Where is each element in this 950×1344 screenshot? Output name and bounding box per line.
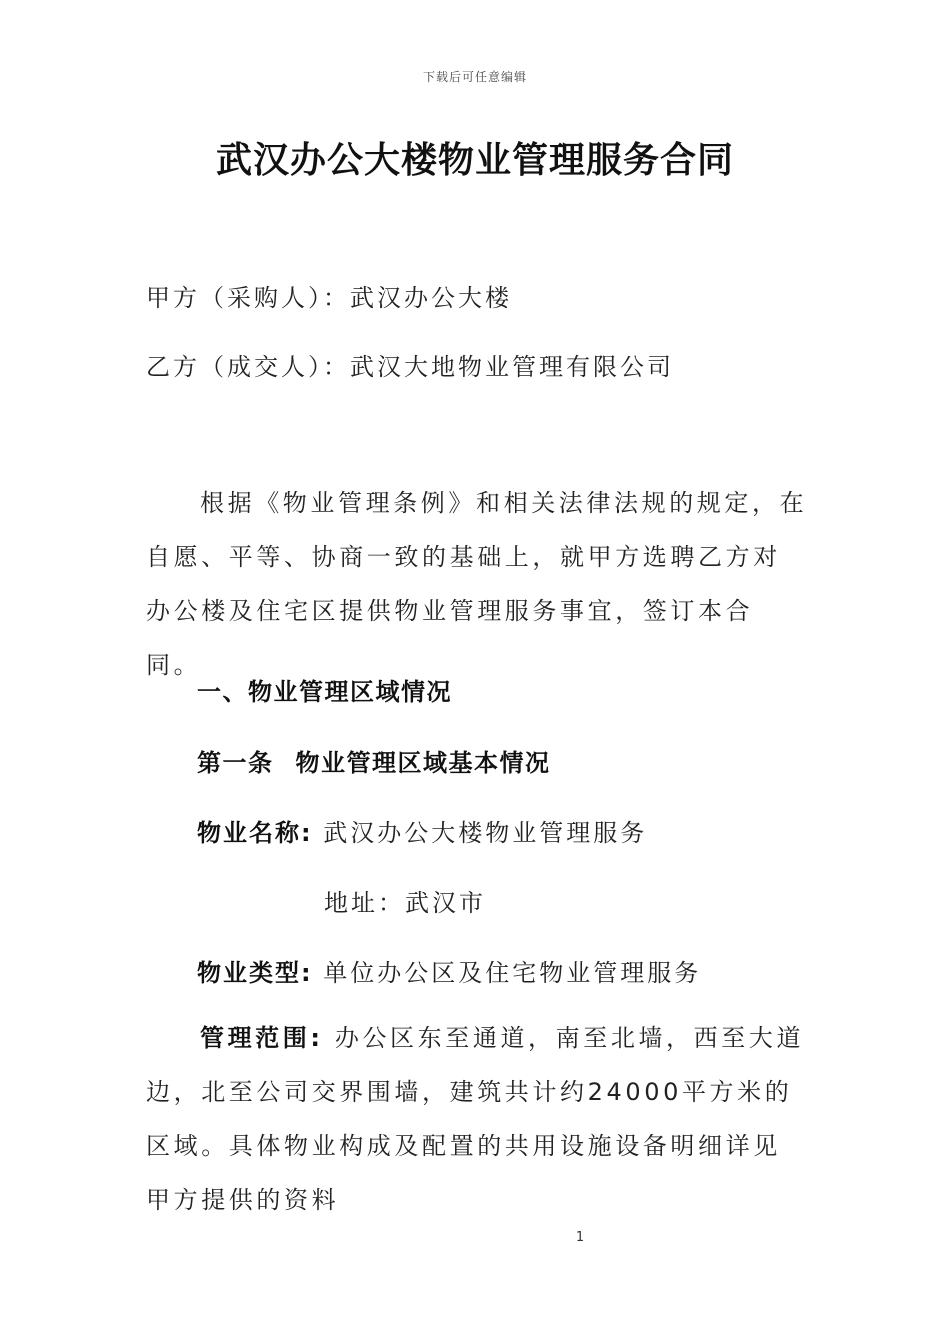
party-b-line: 乙方（成交人）：武汉大地物业管理有限公司 [146, 353, 674, 381]
scope-label: 管理范围: [200, 1024, 324, 1052]
intro-paragraph [146, 476, 808, 692]
article-label: 第一条 [197, 749, 274, 777]
document-title: 武汉办公大楼物业管理服务合同 [215, 140, 734, 181]
scope-value: 办公区东至通道，南至北墙，西至大道边，北至公司交界围墙，建筑共计约24000平方米的区域。具体物业构成及配置的共用设施设备明细详见甲方提供的资料 [146, 1024, 805, 1214]
scope-paragraph [146, 1011, 808, 1227]
property-type-label: 物业类型: [197, 959, 313, 987]
property-name-row [197, 813, 647, 848]
article-title: 物业管理区域基本情况 [295, 749, 551, 777]
property-type-row [197, 953, 701, 988]
page-number: 1 [575, 1230, 585, 1245]
section-heading: 一、物业管理区域情况 [197, 678, 452, 706]
property-name-label: 物业名称: [197, 819, 313, 847]
intro-text: 根据《物业管理条例》和相关法律法规的规定，在自愿、平等、协商一致的基础上，就甲方选聘乙方对办公楼及住宅区提供物业管理服务事宜，签订本合同。 [146, 489, 808, 679]
party-a-line: 甲方（采购人）：武汉办公大楼 [146, 284, 512, 312]
address-line: 地址：武汉市 [324, 889, 486, 917]
header-note: 下载后可任意编辑 [422, 70, 527, 84]
property-name-value: 武汉办公大楼物业管理服务 [323, 819, 648, 847]
property-type-value: 单位办公区及住宅物业管理服务 [323, 959, 702, 987]
article-heading [197, 743, 551, 778]
